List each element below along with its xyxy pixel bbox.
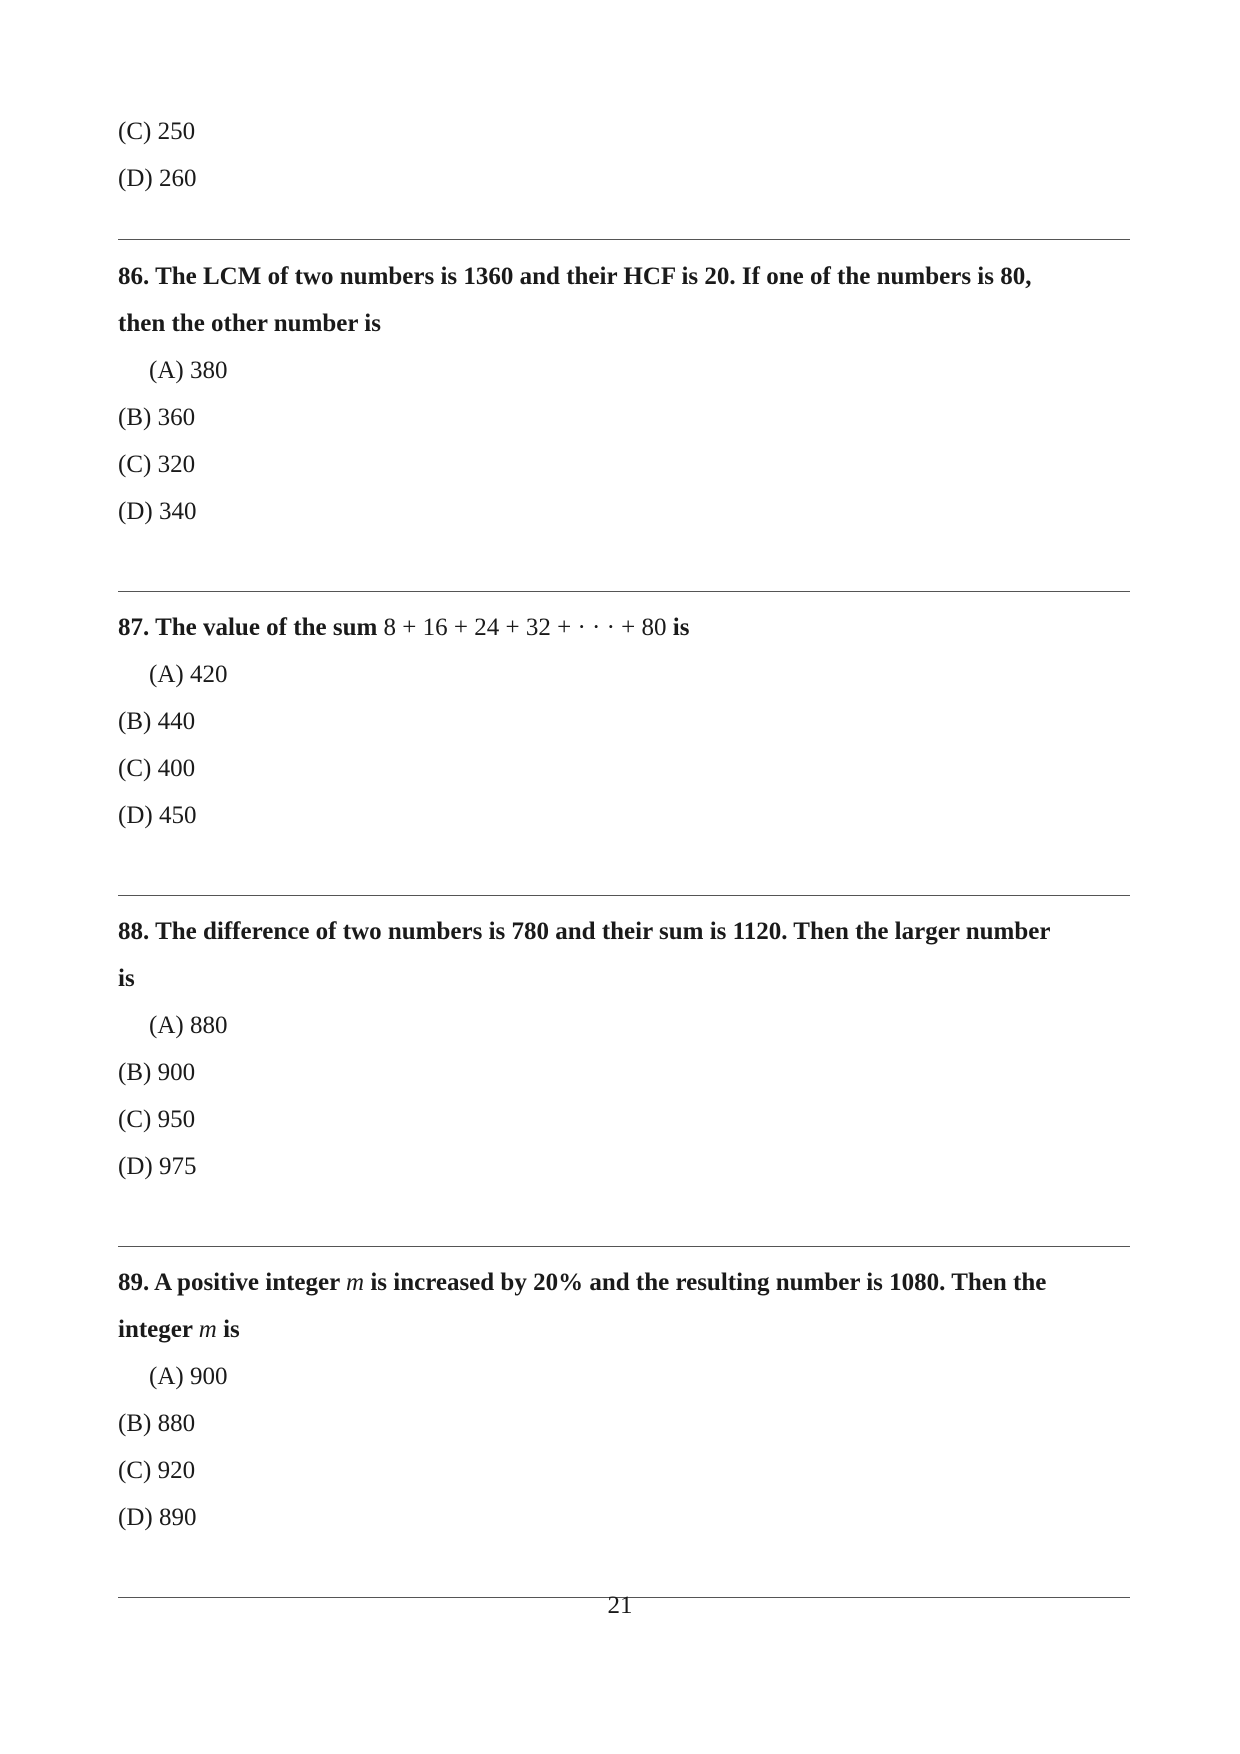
- question-text: [118, 604, 1130, 651]
- question-86: [118, 253, 1130, 535]
- question-line-1: The value of the sum: [155, 614, 378, 641]
- question-line-2: then the other number is: [118, 310, 381, 337]
- question-suffix: is: [672, 614, 690, 641]
- page-number: 21: [607, 1592, 633, 1619]
- option-c: (C) 400: [118, 755, 196, 782]
- math-variable: m: [346, 1269, 365, 1296]
- option-d: (D) 260: [118, 165, 197, 192]
- math-variable: m: [198, 1316, 217, 1343]
- question-number: 87.: [118, 614, 150, 641]
- option-d: (D) 890: [118, 1504, 197, 1531]
- option-d: (D) 340: [118, 498, 197, 525]
- question-89: [118, 1259, 1130, 1541]
- option-a: (A) 900: [149, 1363, 228, 1390]
- option-b: (B) 360: [118, 404, 196, 431]
- option-c: (C) 250: [118, 118, 196, 145]
- option-b: (B) 880: [118, 1410, 196, 1437]
- option-c: (C) 950: [118, 1106, 196, 1133]
- question-87: [118, 604, 1130, 839]
- option-c: (C) 920: [118, 1457, 196, 1484]
- question-number: 89.: [118, 1269, 150, 1296]
- option-a: (A) 880: [149, 1012, 228, 1039]
- question-text: [118, 253, 1130, 347]
- math-expression: 8 + 16 + 24 + 32 + · · · + 80: [383, 614, 667, 641]
- question-line-1a: A positive integer: [154, 1269, 340, 1296]
- question-number: 86.: [118, 263, 150, 290]
- option-b: (B) 440: [118, 708, 196, 735]
- question-text: [118, 1259, 1130, 1353]
- option-a: (A) 420: [149, 661, 228, 688]
- option-c: (C) 320: [118, 451, 196, 478]
- option-d: (D) 975: [118, 1153, 197, 1180]
- question-number: 88.: [118, 918, 150, 945]
- option-b: (B) 900: [118, 1059, 196, 1086]
- question-line-2b: is: [223, 1316, 240, 1343]
- page-content: [118, 108, 1130, 1598]
- option-a: (A) 380: [149, 357, 228, 384]
- prev-question-options: [118, 108, 1130, 202]
- question-88: [118, 908, 1130, 1190]
- option-d: (D) 450: [118, 802, 197, 829]
- question-text: [118, 908, 1130, 1002]
- question-line-2a: integer: [118, 1316, 193, 1343]
- question-line-1: The difference of two numbers is 780 and their sum is 1120. Then the larger number: [155, 918, 1051, 945]
- question-line-2: is: [118, 965, 135, 992]
- question-line-1: The LCM of two numbers is 1360 and their HCF is 20. If one of the numbers is 80,: [155, 263, 1032, 290]
- question-line-1b: is increased by 20% and the resulting number is 1080. Then the: [370, 1269, 1047, 1296]
